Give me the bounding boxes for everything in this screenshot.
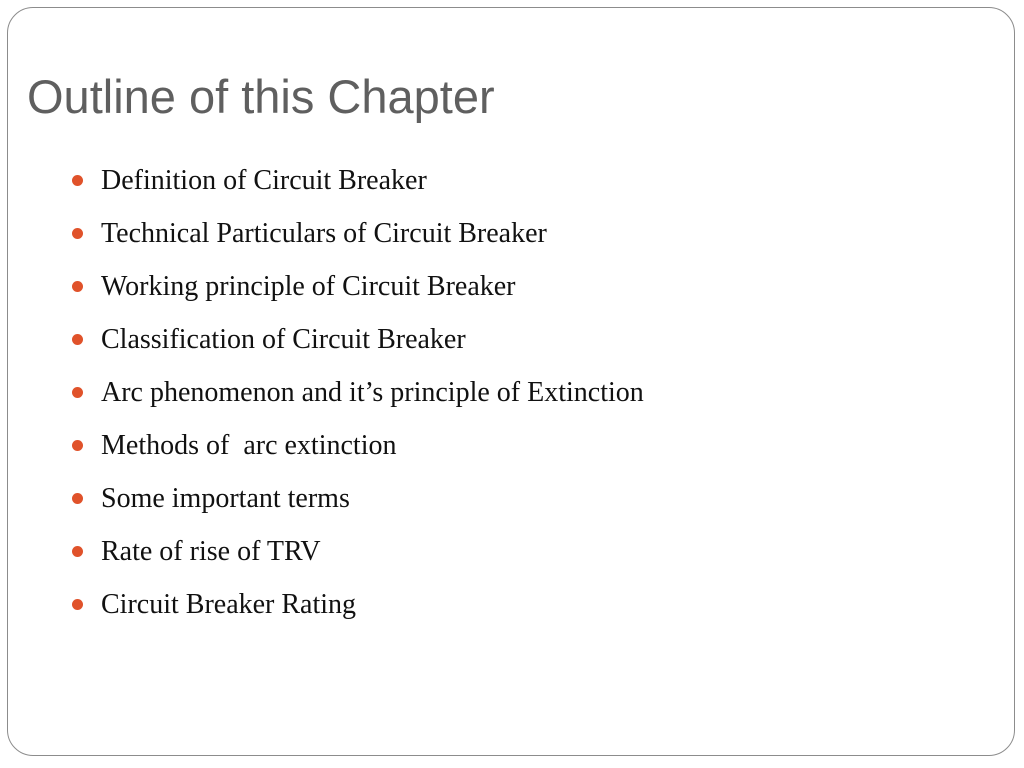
bullet-text: Some important terms xyxy=(101,482,350,514)
list-item xyxy=(72,525,644,578)
bullet-list xyxy=(72,154,644,631)
bullet-icon xyxy=(72,493,83,504)
bullet-text: Working principle of Circuit Breaker xyxy=(101,270,516,302)
bullet-text: Definition of Circuit Breaker xyxy=(101,164,427,196)
bullet-text: Arc phenomenon and it’s principle of Extinction xyxy=(101,376,644,408)
slide-title: Outline of this Chapter xyxy=(27,70,495,123)
bullet-icon xyxy=(72,281,83,292)
list-item xyxy=(72,472,644,525)
bullet-icon xyxy=(72,387,83,398)
list-item xyxy=(72,578,644,631)
bullet-text: Technical Particulars of Circuit Breaker xyxy=(101,217,547,249)
bullet-icon xyxy=(72,440,83,451)
list-item xyxy=(72,313,644,366)
list-item xyxy=(72,207,644,260)
list-item xyxy=(72,154,644,207)
bullet-text: Circuit Breaker Rating xyxy=(101,588,357,620)
list-item xyxy=(72,366,644,419)
bullet-text: Rate of rise of TRV xyxy=(101,535,321,567)
bullet-icon xyxy=(72,546,83,557)
bullet-text: Classification of Circuit Breaker xyxy=(101,323,466,355)
slide-frame xyxy=(7,7,1015,756)
bullet-icon xyxy=(72,599,83,610)
list-item xyxy=(72,260,644,313)
bullet-icon xyxy=(72,228,83,239)
bullet-icon xyxy=(72,175,83,186)
bullet-text: Methods of arc extinction xyxy=(101,429,397,461)
list-item xyxy=(72,419,644,472)
bullet-icon xyxy=(72,334,83,345)
